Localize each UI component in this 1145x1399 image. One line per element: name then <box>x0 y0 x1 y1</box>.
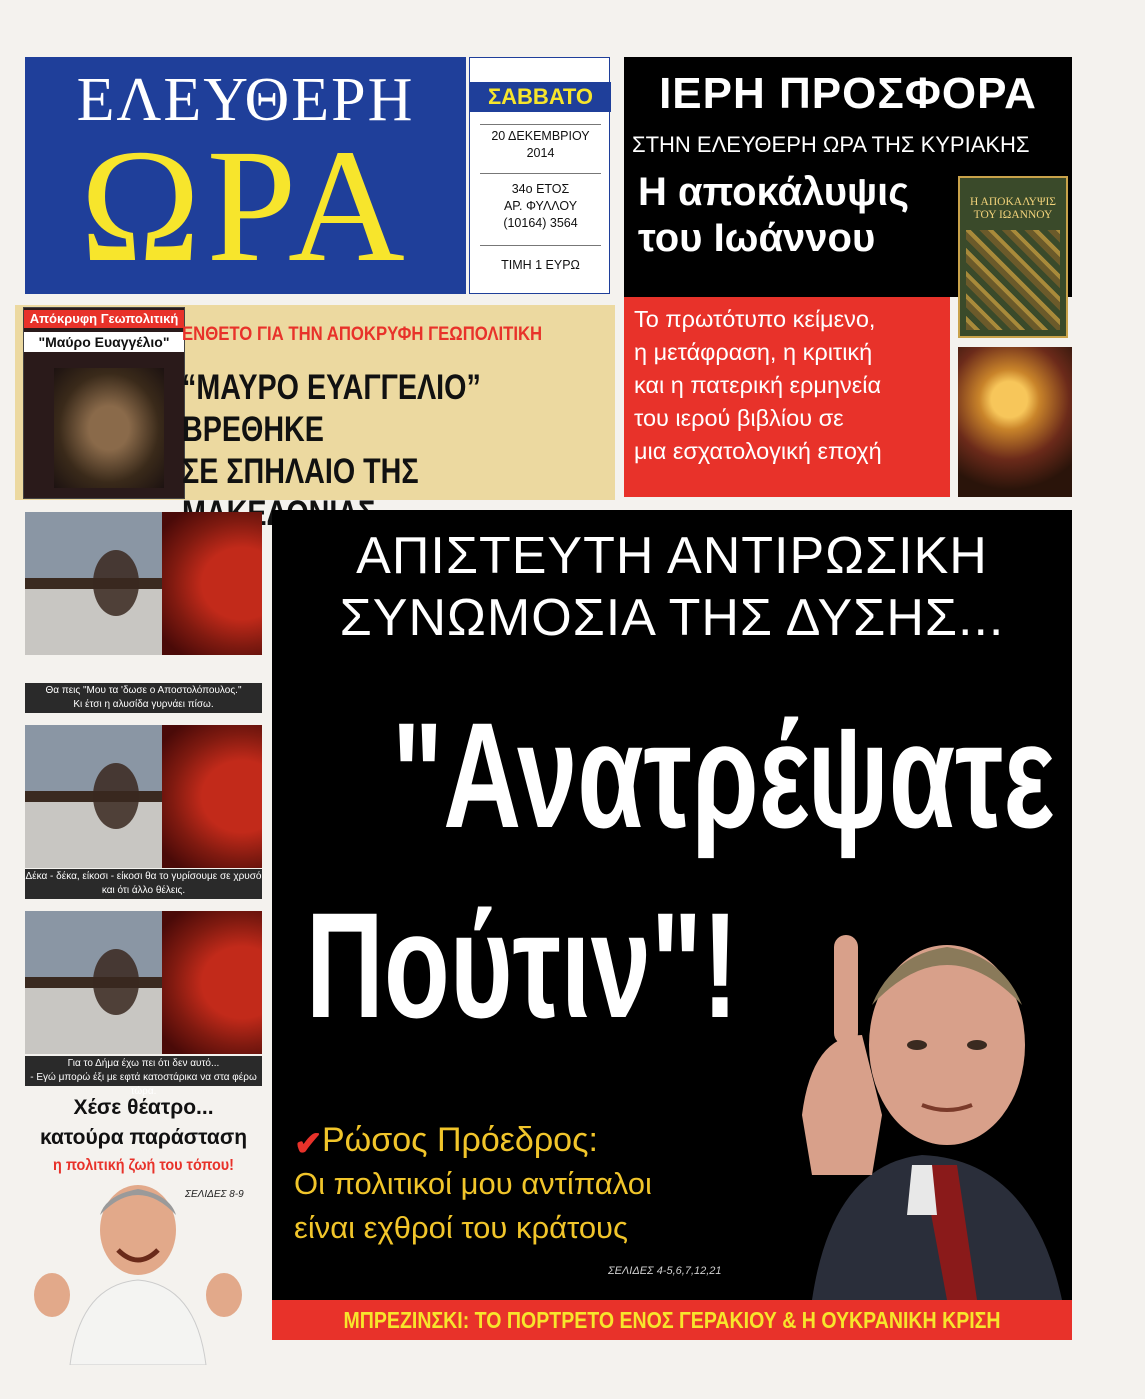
masthead-title-bottom: ΩΡΑ <box>80 117 411 296</box>
insert-banner[interactable] <box>15 305 615 500</box>
putin-photo <box>772 915 1072 1300</box>
issue-date: 20 ΔΕΚΕΜΒΡΙΟΥ <box>491 129 590 143</box>
issue-day: ΣΑΒΒΑΤΟ <box>470 82 611 112</box>
offer-description-panel <box>624 297 950 497</box>
divider <box>480 173 601 174</box>
masthead <box>25 57 466 294</box>
caption-line: Κι έτσι η αλυσίδα γυρνάει πίσω. <box>73 699 214 710</box>
smiling-man-photo <box>30 1175 245 1365</box>
theatre-subhead: η πολιτική ζωή του τόπου! <box>53 1157 234 1174</box>
lead-deck-line3: είναι εχθροί του κράτους <box>294 1210 628 1245</box>
video-still-caption <box>25 869 262 899</box>
lead-pages: ΣΕΛΙΔΕΣ 4-5,6,7,12,21 <box>608 1265 722 1277</box>
theatre-headline-line2[interactable]: κατούρα παράσταση <box>39 1126 248 1149</box>
lead-deck-line2: Οι πολιτικοί μου αντίπαλοι <box>294 1166 652 1201</box>
issue-price: ΤΙΜΗ 1 ΕΥΡΩ <box>501 258 580 272</box>
insert-cover-image <box>23 307 185 499</box>
offer-description-line: Το πρωτότυπο κείμενο, <box>634 306 876 332</box>
issue-number: (10164) 3564 <box>503 216 578 230</box>
offer-headline-line2: του Ιωάννου <box>638 216 876 260</box>
insert-headline-line2: ΣΕ ΣΠΗΛΑΙΟ ΤΗΣ <box>182 452 419 491</box>
insert-cover-subtitle: "Μαύρο Ευαγγέλιο" <box>24 332 184 352</box>
book-title-line1: Η ΑΠΟΚΑΛΥΨΙΣ <box>970 196 1056 208</box>
lead-headline-line2: Πούτιν"! <box>305 881 739 1049</box>
caption-line: και ότι άλλο θέλεις. <box>101 885 186 896</box>
offer-description <box>634 303 954 468</box>
checkmark-icon: ✔ <box>294 1125 323 1163</box>
offer-description-line: η μετάφραση, η κριτική <box>634 339 873 365</box>
offer-description-line: και η πατερική ερμηνεία <box>634 372 882 398</box>
insert-headline-line1: “ΜΑΥΡΟ ΕΥΑΓΓΕΛΙΟ” ΒΡΕΘΗΚΕ <box>182 368 481 449</box>
theatre-headline-line1[interactable]: Χέσε θέατρο... <box>73 1096 214 1119</box>
book-cover-art <box>966 230 1060 330</box>
video-still-caption <box>25 1056 262 1097</box>
divider <box>480 245 601 246</box>
gospel-artifact-image <box>54 368 164 488</box>
issue-label: ΑΡ. ΦΥΛΛΟΥ <box>503 199 578 213</box>
offer-headline <box>638 169 958 261</box>
masthead-title-top: ΕΛΕΥΘΕΡΗ <box>76 66 415 134</box>
caption-line: Για το Δήμα έχω πει ότι δεν αυτό... <box>67 1058 220 1069</box>
video-still-caption <box>25 683 262 713</box>
video-still-image <box>25 512 262 655</box>
bottom-banner-text: ΜΠΡΕΖΙΝΣΚΙ: ΤΟ ΠΟΡΤΡΕΤΟ ΕΝΟΣ ΓΕΡΑΚΙΟΥ & Η ΟΥΚΡΑΝΙΚΗ ΚΡΙΣΗ <box>343 1307 1001 1333</box>
caption-line: - Εγώ μπορώ έξι με εφτά κατοστάρικα να στα φέρω τώρα. <box>30 1072 257 1097</box>
video-still-image <box>25 725 262 868</box>
lead-deck-line1: Ρώσος Πρόεδρος: <box>322 1121 598 1159</box>
book-title-line2: ΤΟΥ ΙΩΑΝΝΟΥ <box>973 209 1053 221</box>
offer-title: ΙΕΡΗ ΠΡΟΣΦΟΡΑ <box>659 69 1037 118</box>
offer-subtitle: ΣΤΗΝ ΕΛΕΥΘΕΡΗ ΩΡΑ ΤΗΣ ΚΥΡΙΑΚΗΣ <box>632 132 1030 157</box>
book-cover-image <box>958 176 1068 338</box>
book-title <box>960 196 1066 222</box>
video-still-image <box>25 911 262 1054</box>
caption-line: Θα πεις "Μου τα 'δωσε ο Αποστολόπουλος." <box>45 685 242 696</box>
lead-kicker-line1: ΑΠΙΣΤΕΥΤΗ ΑΝΤΙΡΩΣΙΚΗ <box>356 527 988 585</box>
issue-info <box>469 57 610 294</box>
issue-year: 2014 <box>526 146 555 160</box>
issue-volume: 34ο ΕΤΟΣ <box>511 182 570 196</box>
icon-painting-image <box>958 347 1072 497</box>
offer-headline-line1: Η αποκάλυψις <box>638 170 910 214</box>
insert-tag: ΕΝΘΕΤΟ ΓΙΑ ΤΗΝ ΑΠΟΚΡΥΦΗ ΓΕΩΠΟΛΙΤΙΚΗ <box>182 324 543 345</box>
offer-description-line: μια εσχατολογική εποχή <box>634 438 882 464</box>
divider <box>480 124 601 125</box>
offer-description-line: του ιερού βιβλίου σε <box>634 405 844 431</box>
lead-story[interactable] <box>272 510 1072 1300</box>
theatre-pages: ΣΕΛΙΔΕΣ 8-9 <box>185 1189 244 1200</box>
insert-cover-header: Απόκρυφη Γεωπολιτική <box>24 310 184 328</box>
lead-headline-line1: "Ανατρέψατε <box>392 691 1055 859</box>
bottom-banner[interactable] <box>272 1300 1072 1340</box>
lead-kicker-line2: ΣΥΝΩΜΟΣΙΑ ΤΗΣ ΔΥΣΗΣ... <box>339 589 1005 647</box>
caption-line: Δέκα - δέκα, είκοσι - είκοσι θα το γυρίσουμε σε χρυσό <box>25 871 262 882</box>
